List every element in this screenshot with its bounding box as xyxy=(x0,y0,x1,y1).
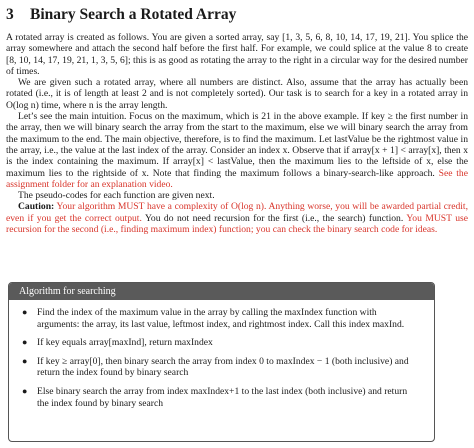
algorithm-step-text: If key equals array[maxInd], return maxIndex xyxy=(37,337,213,349)
bullet-icon: ● xyxy=(22,307,28,317)
paragraph-caution xyxy=(6,201,468,235)
caution-recursion-required: You MUST use recursion for the second (i.e., finding maximum index) function; you can check the binary search code for ideas. xyxy=(6,212,469,236)
algorithm-step-text: If key ≥ array[0], then binary search the array from index 0 to maxIndex − 1 (both inclusive) and return the index found by binary search xyxy=(37,355,409,379)
caution-recursion-note: You do not need recursion for the first (i.e., the search) function. xyxy=(144,212,404,224)
algorithm-step xyxy=(9,386,434,409)
bullet-icon: ● xyxy=(22,385,28,396)
algorithm-step-text: Else binary search the array from index maxIndex+1 to the last index (both inclusive) and return the index found by binary search xyxy=(37,385,408,409)
algorithm-step xyxy=(9,307,434,330)
paragraph-intuition xyxy=(6,111,468,190)
caution-label: Caution: xyxy=(18,201,55,213)
bullet-icon: ● xyxy=(22,355,28,366)
paragraph-rotated-array-definition: A rotated array is created as follows. You are given a sorted array, say [1, 3, 5, 6, 8, 10, 14, 17, 19, 21]. You splice the array somewhere and attach the second half before the first half. For example, we could splice at the value 8 to create [8, 10, 14, 17, 19, 21, 1, 3, 5, 6]; this is as good as rotating the array to the right in a circular way for the desired number of times. xyxy=(6,32,468,77)
intuition-text: Let’s see the main intuition. Focus on the maximum, which is 21 in the above example. If key ≥ the first number in the array, then we will binary search the array from the start to the maximum, else we will binary search the array from the maximum to the end. The main objective, therefore, is to find the maximum. Let lastValue be the rightmost value in the array, i.e., the value at the last index of the array. Consider an index x. Observe that if array[x + 1] < array[x], then x is the index containing the maximum. If array[x] < lastValue, then the maximum lies to the leftside of x, else the maximum lies to the rightside of x. Note that finding the maximum follows a binary-search-like approach. xyxy=(6,111,468,179)
paragraph-pseudocode-intro: The pseudo-codes for each function are given next. xyxy=(18,190,215,202)
algorithm-steps xyxy=(9,307,434,409)
algorithm-step xyxy=(9,356,434,379)
document-page xyxy=(6,6,468,235)
video-note: See the assignment folder for an explanation video. xyxy=(6,167,468,190)
section-heading xyxy=(6,6,468,24)
algorithm-step-text: Find the index of the maximum value in the array by calling the maxIndex function with arguments: the array, its last value, leftmost index, and rightmost index. Call this index maxInd. xyxy=(37,307,405,330)
section-title: Binary Search a Rotated Array xyxy=(30,6,237,23)
section-number: 3 xyxy=(6,6,14,23)
algorithm-step xyxy=(9,337,434,349)
bullet-icon: ● xyxy=(22,337,28,348)
caution-complexity-note: Your algorithm MUST have a complexity of O(log n). Anything worse, you will be awarded partial credit, even if you get the correct output. xyxy=(6,201,468,224)
paragraph-task: We are given such a rotated array, where all numbers are distinct. Also, assume that the array has actually been rotated (i.e., it is of length at least 2 and is not completely sorted). Our task is to search for a key in a rotated array in O(log n) time, where n is the array length. xyxy=(6,77,468,111)
algorithm-box xyxy=(8,282,435,442)
algorithm-box-heading: Algorithm for searching xyxy=(9,283,434,300)
